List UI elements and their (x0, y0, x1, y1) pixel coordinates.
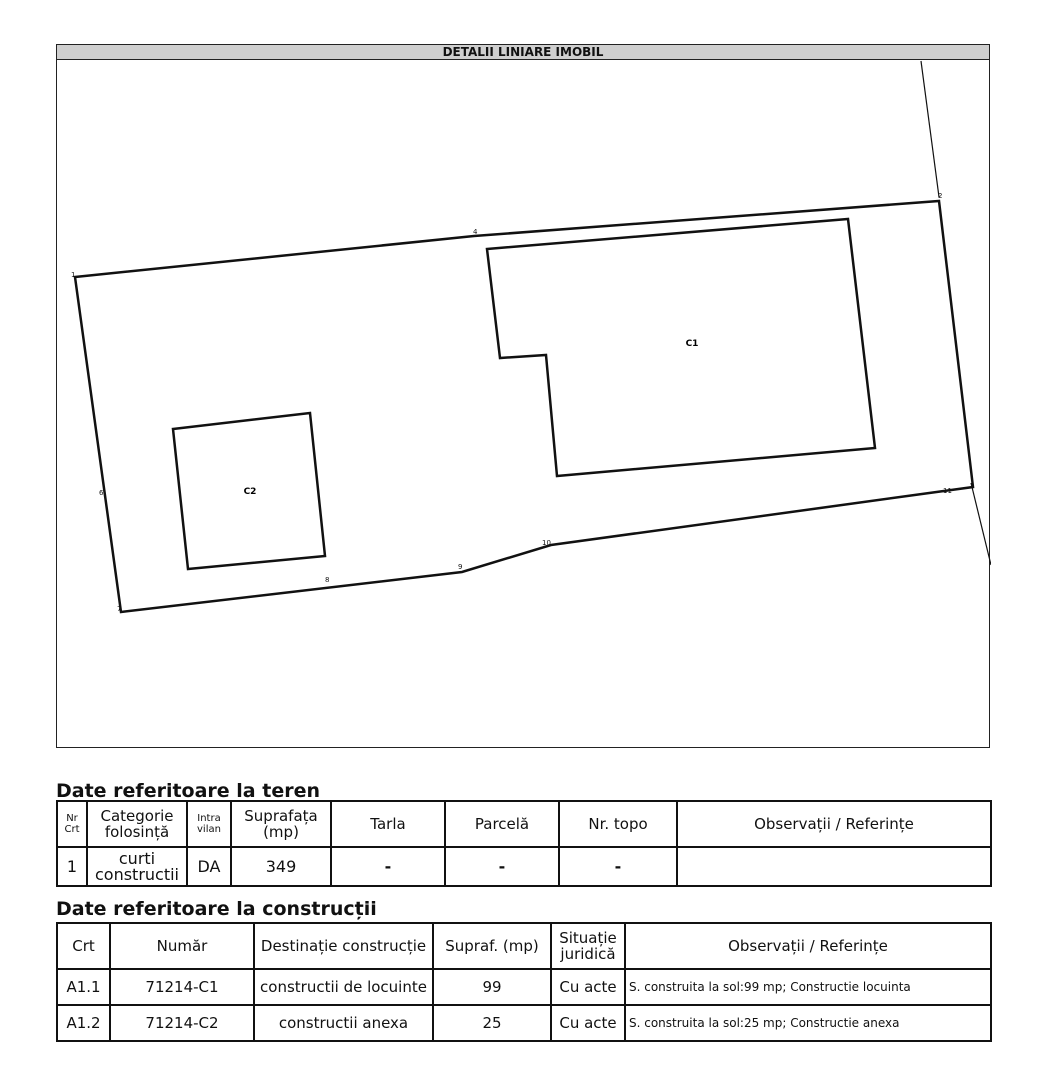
parcel-boundary (75, 201, 973, 612)
neighbour-line (921, 61, 939, 197)
plan-title: DETALII LINIARE IMOBIL (57, 45, 989, 60)
table-row (57, 1005, 991, 1041)
building-label-c2: C2 (243, 487, 257, 497)
point-label: 8 (325, 576, 330, 584)
table-cell: - (445, 847, 559, 886)
plan-frame (56, 44, 990, 748)
table-cell: 71214-C2 (110, 1005, 254, 1041)
column-header: Supraf. (mp) (433, 923, 551, 969)
point-label: 11 (943, 487, 952, 495)
column-header: Nr Crt (57, 801, 87, 847)
table-cell: 1 (57, 847, 87, 886)
table-cell: curti constructii (87, 847, 187, 886)
neighbour-line (971, 483, 991, 565)
table-cell: 99 (433, 969, 551, 1005)
building-c1 (487, 219, 875, 476)
table-cell: - (331, 847, 445, 886)
table-header-row (57, 801, 991, 847)
table-cell (677, 847, 991, 886)
point-label: 6 (99, 489, 104, 497)
column-header: Suprafața (mp) (231, 801, 331, 847)
table-row (57, 969, 991, 1005)
column-header: Observații / Referințe (677, 801, 991, 847)
column-header: Intra vilan (187, 801, 231, 847)
table-cell: DA (187, 847, 231, 886)
point-label: 2 (938, 192, 943, 200)
column-header: Categorie folosință (87, 801, 187, 847)
table-cell: constructii de locuinte (254, 969, 433, 1005)
table-cell: S. construita la sol:25 mp; Constructie anexa (625, 1005, 991, 1041)
column-header: Tarla (331, 801, 445, 847)
point-label: 4 (473, 228, 478, 236)
column-header: Număr (110, 923, 254, 969)
parcel-plan (57, 45, 991, 749)
point-label: 7 (117, 605, 122, 613)
table-header-row (57, 923, 991, 969)
table-cell: Cu acte (551, 969, 625, 1005)
building-label-c1: C1 (685, 339, 699, 349)
land-table (56, 800, 992, 887)
table-cell: 349 (231, 847, 331, 886)
column-header: Observații / Referințe (625, 923, 991, 969)
point-label: 1 (71, 271, 76, 279)
column-header: Destinație construcție (254, 923, 433, 969)
point-label: 9 (458, 563, 463, 571)
column-header: Situație juridică (551, 923, 625, 969)
column-header: Nr. topo (559, 801, 677, 847)
column-header: Crt (57, 923, 110, 969)
table-cell: - (559, 847, 677, 886)
column-header: Parcelă (445, 801, 559, 847)
table-cell: 71214-C1 (110, 969, 254, 1005)
table-row (57, 847, 991, 886)
table-cell: Cu acte (551, 1005, 625, 1041)
table-cell: 25 (433, 1005, 551, 1041)
buildings-section-title: Date referitoare la construcții (56, 898, 377, 920)
table-cell: A1.2 (57, 1005, 110, 1041)
buildings-table (56, 922, 992, 1042)
table-cell: S. construita la sol:99 mp; Constructie locuinta (625, 969, 991, 1005)
table-cell: A1.1 (57, 969, 110, 1005)
land-section-title: Date referitoare la teren (56, 780, 320, 802)
point-label: 10 (542, 539, 551, 547)
table-cell: constructii anexa (254, 1005, 433, 1041)
